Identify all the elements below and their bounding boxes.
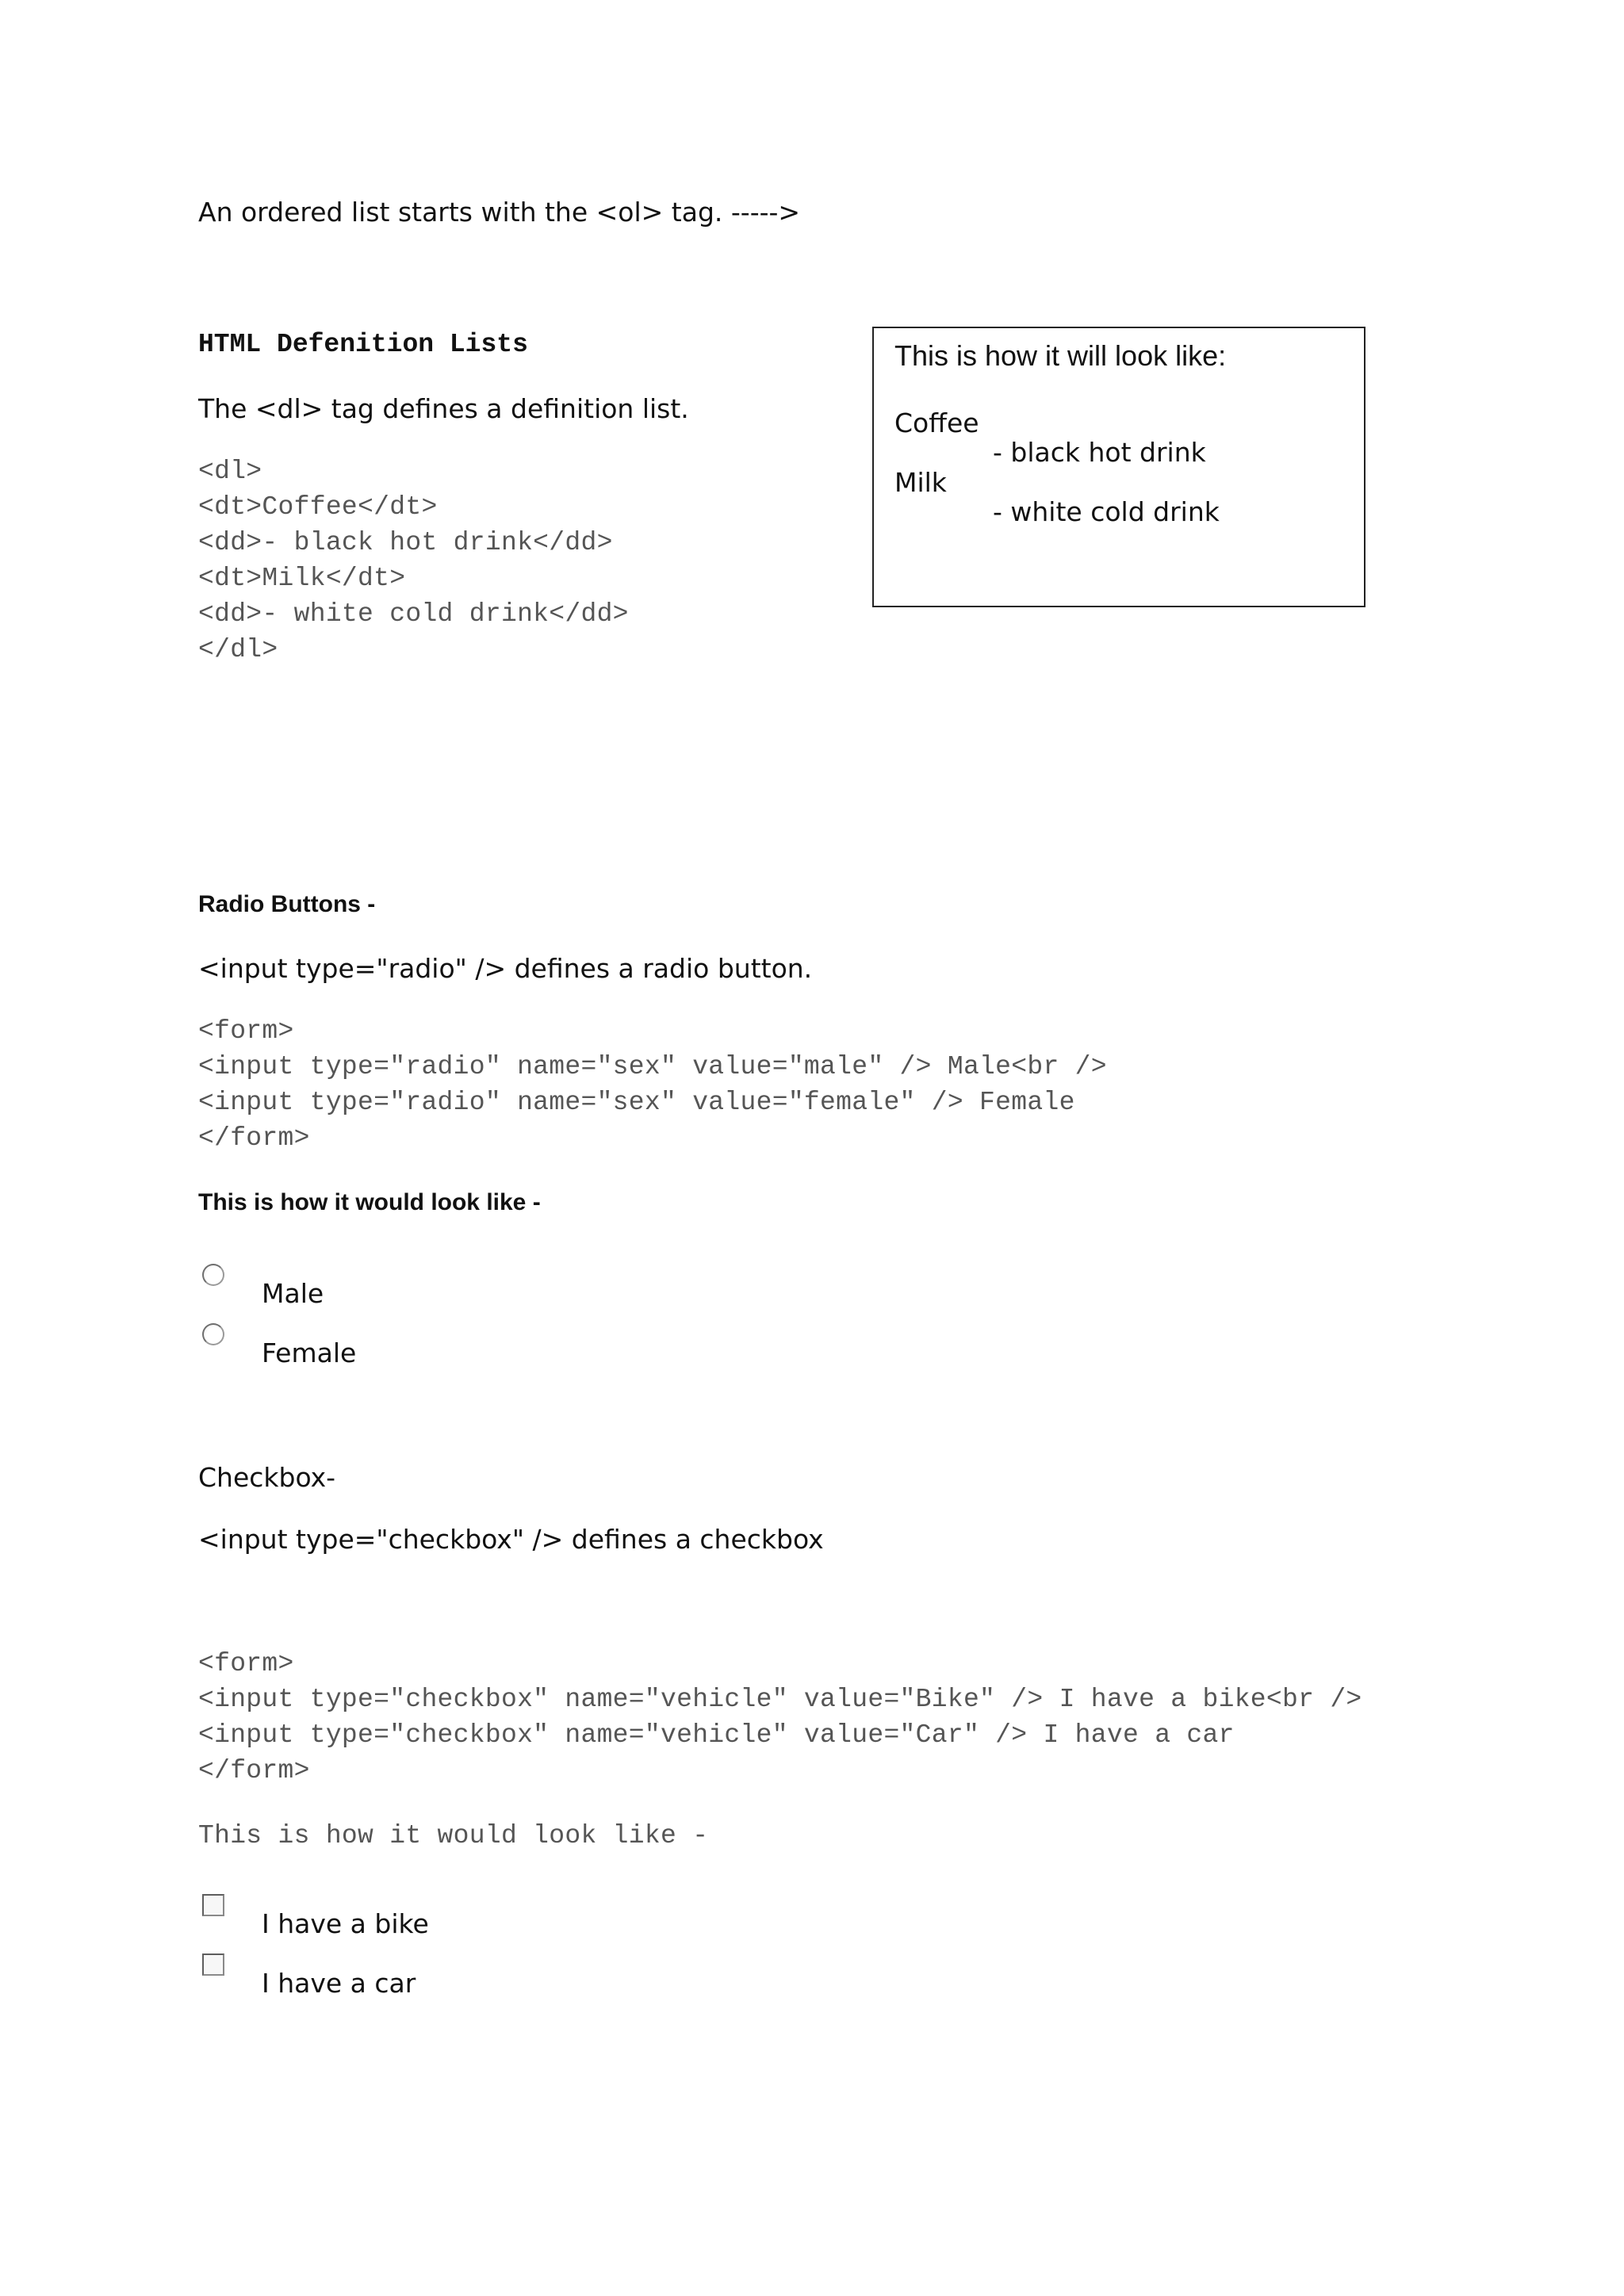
- code-line: <dd>- white cold drink</dd>: [198, 599, 629, 629]
- code-line: <dt>Coffee</dt>: [198, 492, 438, 522]
- checkbox-bike[interactable]: [202, 1894, 224, 1916]
- radio-buttons-description: <input type="radio" /> defines a radio button.: [198, 953, 813, 984]
- code-line: <input type="checkbox" name="vehicle" value="Bike" /> I have a bike<br />: [198, 1685, 1362, 1714]
- preview-definition-coffee: - black hot drink: [993, 437, 1206, 468]
- preview-term-milk: Milk: [894, 467, 947, 498]
- ordered-list-note: An ordered list starts with the <ol> tag. ----->: [198, 197, 801, 228]
- checkbox-preview-heading: This is how it would look like -: [198, 1821, 709, 1850]
- code-line: </form>: [198, 1123, 310, 1153]
- definition-list-preview-box: [872, 327, 1365, 607]
- preview-definition-milk: - white cold drink: [993, 496, 1220, 527]
- preview-term-coffee: Coffee: [894, 408, 979, 438]
- code-line: </form>: [198, 1756, 310, 1785]
- definition-lists-heading: HTML Defenition Lists: [198, 330, 528, 359]
- code-line: <dl>: [198, 457, 262, 486]
- code-line: <dd>- black hot drink</dd>: [198, 528, 613, 557]
- checkbox-heading: Checkbox-: [198, 1462, 336, 1493]
- code-line: </dl>: [198, 635, 278, 664]
- radio-preview-heading: This is how it would look like -: [198, 1189, 541, 1215]
- radio-male[interactable]: [202, 1264, 224, 1286]
- checkbox-description: <input type="checkbox" /> defines a checkbox: [198, 1524, 824, 1555]
- code-line: <form>: [198, 1016, 294, 1046]
- code-line: <form>: [198, 1649, 294, 1678]
- radio-label-female: Female: [262, 1337, 357, 1368]
- definition-lists-description: The <dl> tag defines a definition list.: [198, 393, 689, 424]
- checkbox-label-bike: I have a bike: [262, 1908, 429, 1939]
- code-line: <input type="checkbox" name="vehicle" value="Car" /> I have a car: [198, 1720, 1235, 1750]
- checkbox-label-car: I have a car: [262, 1968, 416, 1999]
- preview-box-title: This is how it will look like:: [894, 339, 1227, 372]
- checkbox-car[interactable]: [202, 1954, 224, 1976]
- radio-buttons-heading: Radio Buttons -: [198, 891, 376, 917]
- radio-label-male: Male: [262, 1278, 324, 1309]
- code-line: <input type="radio" name="sex" value="male" /> Male<br />: [198, 1052, 1107, 1081]
- radio-female[interactable]: [202, 1323, 224, 1345]
- code-line: <input type="radio" name="sex" value="female" /> Female: [198, 1088, 1075, 1117]
- code-line: <dt>Milk</dt>: [198, 564, 406, 593]
